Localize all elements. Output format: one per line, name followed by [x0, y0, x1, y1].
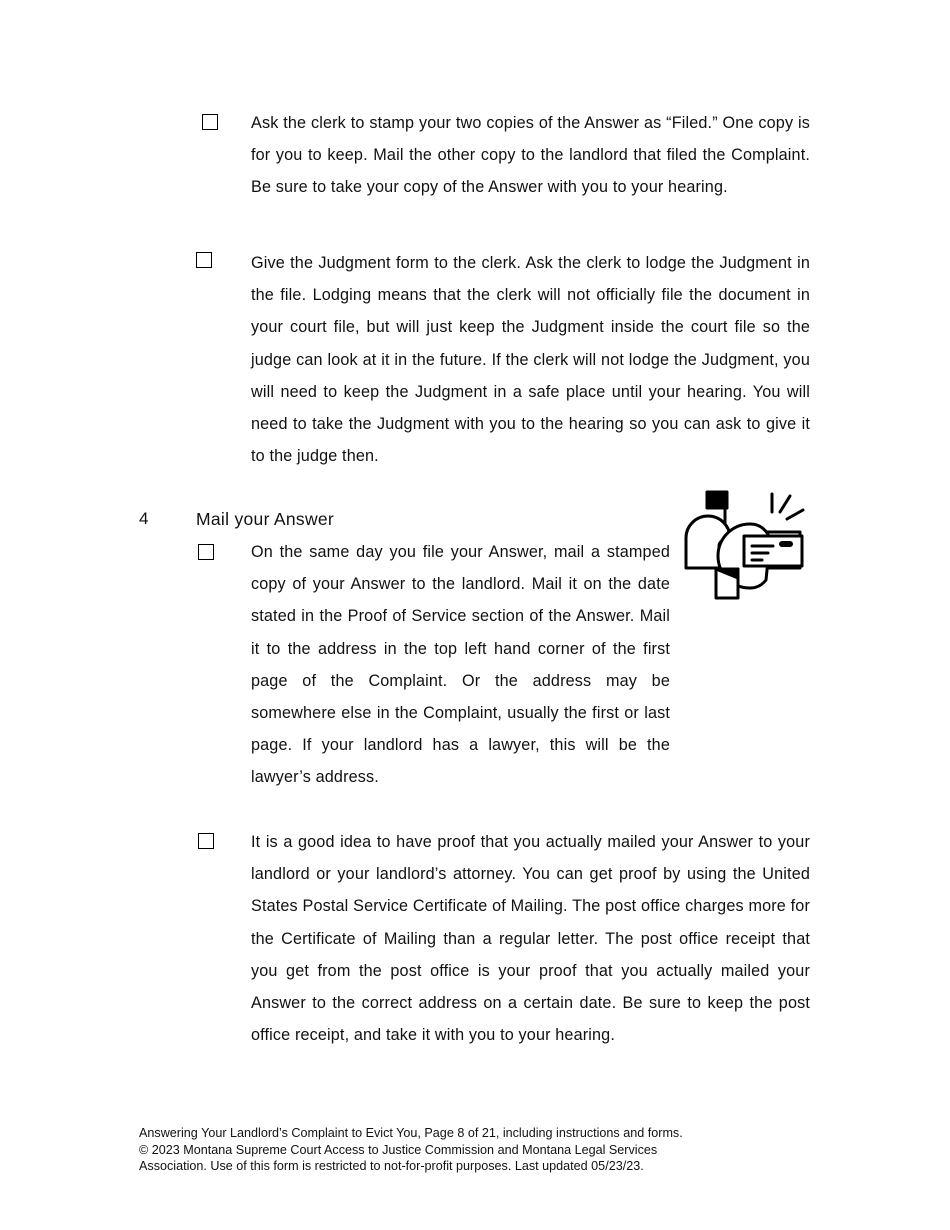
item-text-mail: On the same day you file your Answer, mail a stamped copy of your Answer to the landlord. Mail it on the date stated in the Proof of Service section of the Answer. Mail it to the address in the top left hand corner of the first page of the Complaint. Or the address may be somewhere else in the Complaint, usually the first or last page. If your landlord has a lawyer, this will be the lawyer’s address.: [251, 543, 670, 787]
footer: [139, 1125, 839, 1175]
checkbox-proof[interactable]: [198, 833, 214, 849]
step-heading: Mail your Answer: [196, 509, 335, 529]
footer-line-1: Answering Your Landlord’s Complaint to Evict You, Page 8 of 21, including instructions and forms.: [139, 1126, 683, 1140]
mailbox-icon: [680, 488, 810, 603]
footer-line-2: © 2023 Montana Supreme Court Access to Justice Commission and Montana Legal Services: [139, 1142, 658, 1157]
checkbox-file-answer[interactable]: [202, 114, 218, 130]
item-text-file-answer: Ask the clerk to stamp your two copies of the Answer as “Filed.” One copy is for you to keep. Mail the other copy to the landlord that filed the Complaint. Be sure to take your copy of the Answer with you to your hearing.: [251, 114, 810, 197]
footer-line-3: Association. Use of this form is restricted to not-for-profit purposes. Last updated 05/23/23.: [139, 1159, 644, 1173]
item-text-proof: It is a good idea to have proof that you actually mailed your Answer to your landlord or your landlord’s attorney. You can get proof by using the United States Postal Service Certificate of Mailing. The post office charges more for the Certificate of Mailing than a regular letter. The post office receipt that you get from the post office is your proof that you actually mailed your Answer to the correct address on a certain date. Be sure to keep the post office receipt, and take it with you to your hearing.: [251, 833, 810, 1045]
item-text-judgment: Give the Judgment form to the clerk. Ask the clerk to lodge the Judgment in the file. Lodging means that the clerk will not officially file the document in your court file, but will just keep the Judgment inside the court file so the judge can look at it in the future. If the clerk will not lodge the Judgment, you will need to keep the Judgment in a safe place until your hearing. You will need to take the Judgment with you to the hearing so you can ask to give it to the judge then.: [251, 254, 810, 466]
checkbox-mail-answer[interactable]: [198, 544, 214, 560]
step-number: 4: [139, 509, 149, 528]
checkbox-judgment[interactable]: [196, 252, 212, 268]
